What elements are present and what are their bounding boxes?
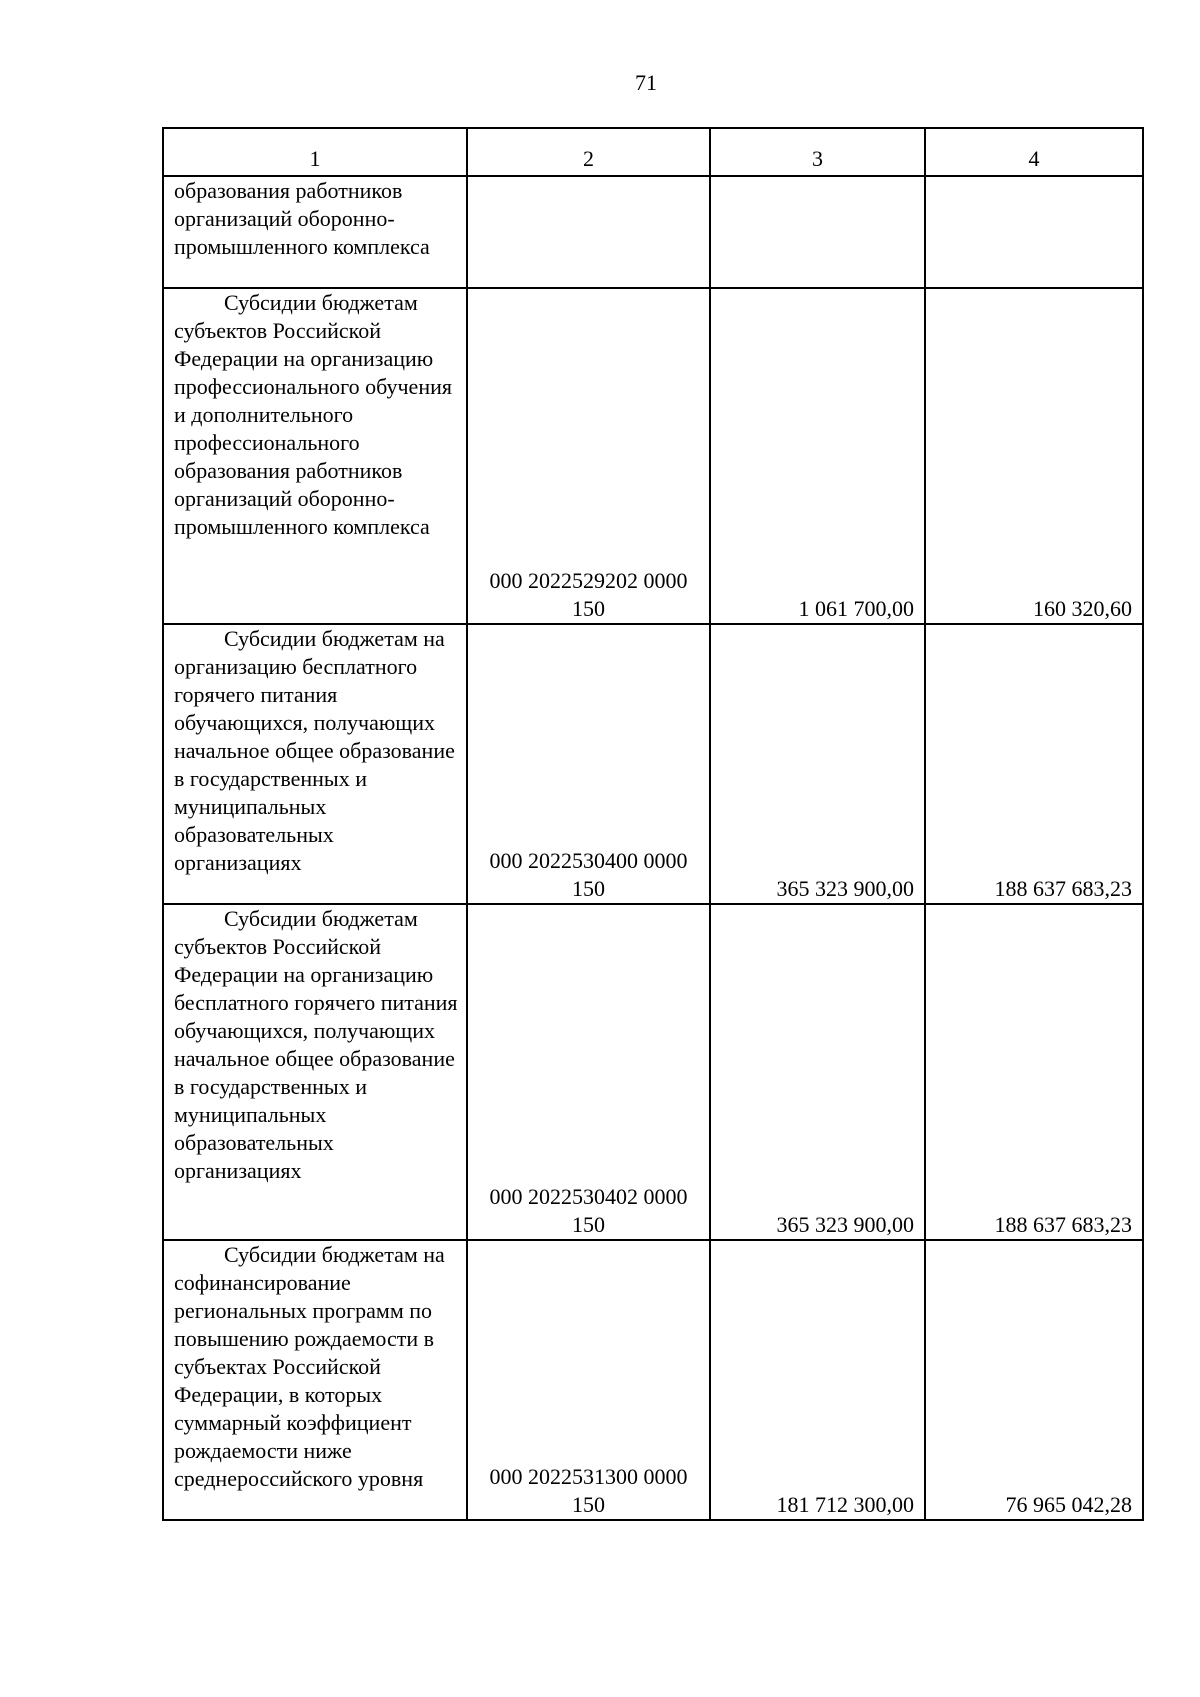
row-actual-cell [925, 176, 1143, 288]
row-actual-cell: 188 637 683,23 [925, 624, 1143, 904]
column-header: 1 [163, 128, 467, 176]
column-header: 2 [467, 128, 710, 176]
table-row [163, 288, 1143, 624]
table-row [163, 904, 1143, 1240]
row-plan-cell: 365 323 900,00 [710, 624, 925, 904]
row-actual-cell: 188 637 683,23 [925, 904, 1143, 1240]
row-code-cell: 000 2022531300 0000 150 [467, 1240, 710, 1520]
row-name-cell: образования работников организаций оборонно-промышленного комплекса [163, 176, 467, 288]
row-plan-cell [710, 176, 925, 288]
row-name-text: Субсидии бюджетам субъектов Российской Федерации на организацию бесплатного горячего питания обучающихся, получающих начальное общее образование в государственных и муниципальных образовательных организациях [174, 906, 458, 1183]
row-name-cell [163, 1240, 467, 1520]
table-row [163, 1240, 1143, 1520]
row-plan-cell: 1 061 700,00 [710, 288, 925, 624]
table-row [163, 624, 1143, 904]
row-name-cell [163, 624, 467, 904]
row-code-cell [467, 176, 710, 288]
row-code-cell: 000 2022530400 0000 150 [467, 624, 710, 904]
page-number: 71 [635, 70, 657, 95]
row-name-text: Субсидии бюджетам на организацию бесплатного горячего питания обучающихся, получающих начальное общее образование в государственных и муниципальных образовательных организациях [174, 626, 455, 875]
row-actual-cell: 76 965 042,28 [925, 1240, 1143, 1520]
row-name-text: Субсидии бюджетам на софинансирование региональных программ по повышению рождаемости в субъектах Российской Федерации, в которых суммарный коэффициент рождаемости ниже среднероссийского уровня [174, 1242, 445, 1491]
row-plan-cell: 365 323 900,00 [710, 904, 925, 1240]
row-name-text: Субсидии бюджетам субъектов Российской Федерации на организацию профессионального обучения и дополнительного профессионального образования работников организаций оборонно-промышленного комплекса [174, 290, 452, 539]
row-plan-cell: 181 712 300,00 [710, 1240, 925, 1520]
column-header: 4 [925, 128, 1143, 176]
row-actual-cell: 160 320,60 [925, 288, 1143, 624]
budget-table [162, 127, 1144, 1521]
row-name-cell [163, 904, 467, 1240]
row-name-cell [163, 288, 467, 624]
table-row [163, 176, 1143, 288]
table-header-row [163, 128, 1143, 176]
column-header: 3 [710, 128, 925, 176]
row-code-cell: 000 2022529202 0000 150 [467, 288, 710, 624]
row-code-cell: 000 2022530402 0000 150 [467, 904, 710, 1240]
